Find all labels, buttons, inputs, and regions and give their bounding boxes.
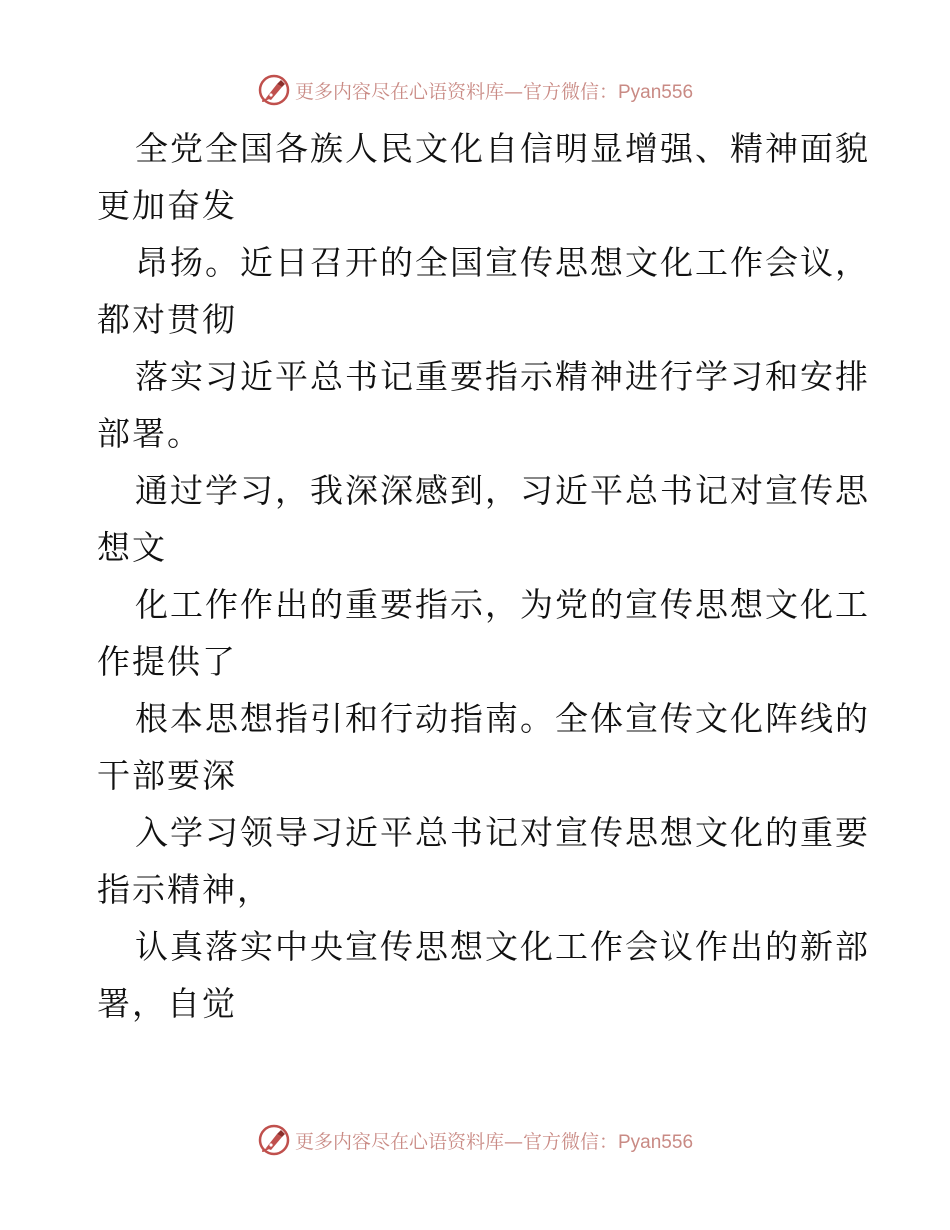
paragraph (97, 234, 870, 348)
paragraph-first-line: 认真落实中央宣传思想文化工作会议作出的新部 (135, 927, 870, 966)
paragraph-first-line: 化工作作出的重要指示，为党的宣传思想文化工 (135, 585, 870, 624)
paragraph (97, 348, 870, 462)
pen-nib-logo-icon (257, 73, 291, 107)
wechat-id: Pyan556 (618, 81, 694, 103)
wechat-id: Pyan556 (618, 1131, 694, 1153)
paragraph-first-line: 全党全国各族人民文化自信明显增强、精神面貌 (135, 129, 870, 168)
paragraph (97, 462, 870, 576)
paragraph-first-line: 入学习领导习近平总书记对宣传思想文化的重要 (135, 813, 870, 852)
paragraph-continuation: 作提供了 (97, 642, 237, 681)
paragraph-continuation: 更加奋发 (97, 186, 237, 225)
paragraph-first-line: 通过学习，我深深感到，习近平总书记对宣传思 (135, 471, 870, 510)
pen-nib-logo-icon (257, 1123, 291, 1157)
banner-text: 更多内容尽在心语资料库—官方微信：Pyan556 (294, 80, 694, 103)
paragraph (97, 576, 870, 690)
paragraph (97, 690, 870, 804)
paragraph-first-line: 根本思想指引和行动指南。全体宣传文化阵线的 (135, 699, 870, 738)
paragraph-continuation: 想文 (97, 528, 167, 567)
document-body (97, 120, 870, 1032)
paragraph-first-line: 落实习近平总书记重要指示精神进行学习和安排 (135, 357, 870, 396)
paragraph (97, 804, 870, 918)
paragraph-continuation: 部署。 (97, 414, 202, 453)
paragraph-first-line: 昂扬。近日召开的全国宣传思想文化工作会议， (135, 243, 870, 282)
paragraph-continuation: 署，自觉 (97, 984, 237, 1023)
paragraph-continuation: 指示精神， (97, 870, 272, 909)
paragraph (97, 120, 870, 234)
paragraph-continuation: 干部要深 (97, 756, 237, 795)
banner-text: 更多内容尽在心语资料库—官方微信：Pyan556 (294, 1130, 694, 1153)
header-banner (0, 70, 950, 110)
footer-banner (0, 1120, 950, 1160)
paragraph (97, 918, 870, 1032)
paragraph-continuation: 都对贯彻 (97, 300, 237, 339)
